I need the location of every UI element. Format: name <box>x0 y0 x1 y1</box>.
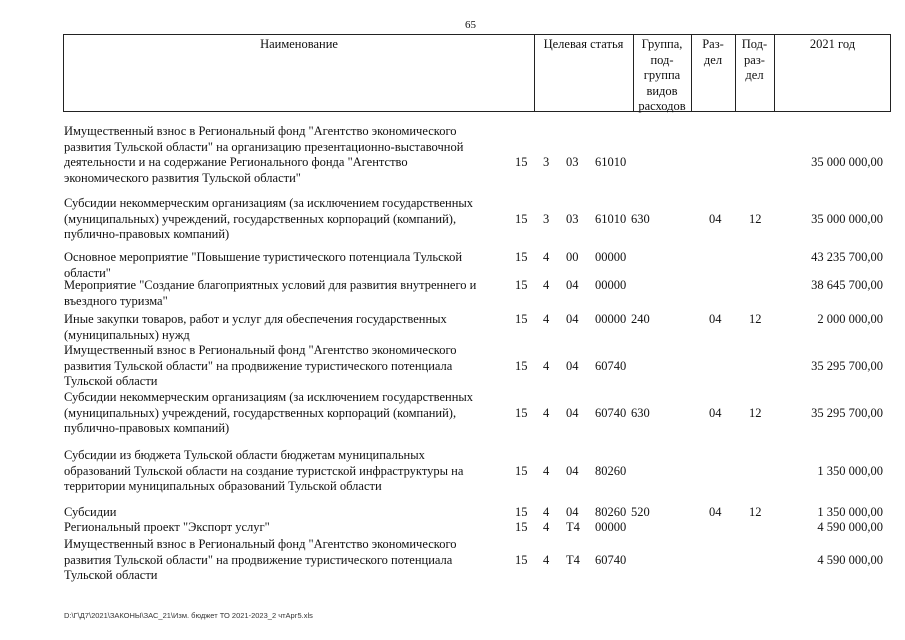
row-name-line: Основное мероприятие "Повышение туристического потенциала Тульской <box>64 250 463 264</box>
section-code: 04 <box>709 405 722 420</box>
code-program: 15 <box>515 552 528 567</box>
code-subprogram: 4 <box>543 278 550 292</box>
code-direction: 00000 <box>595 312 627 326</box>
code-program: 15 <box>515 278 528 292</box>
amount-2021: 43 235 700,00 <box>811 250 883 264</box>
code-event: 04 <box>566 358 579 373</box>
code-subprogram: 4 <box>543 312 550 326</box>
row-name-line: (муниципальных) учреждений, государственных корпораций (компаний), <box>64 405 457 420</box>
row-name <box>64 196 496 243</box>
code-event: 04 <box>566 312 579 326</box>
code-direction: 00000 <box>595 278 627 292</box>
expense-group: 630 <box>631 211 650 226</box>
row-name-line: развития Тульской области" на продвижение туристического потенциала <box>64 552 453 567</box>
header-year: 2021 год <box>809 37 856 51</box>
row-name-line: Тульской области <box>64 374 158 388</box>
amount-2021: 38 645 700,00 <box>811 278 883 292</box>
section-code: 04 <box>709 505 722 519</box>
header-target-article: Целевая статья <box>543 37 624 51</box>
code-subprogram: 3 <box>543 211 550 226</box>
row-name <box>64 448 496 495</box>
code-subprogram: 4 <box>543 463 550 478</box>
row-name <box>64 312 496 343</box>
row-name-line: Субсидии из бюджета Тульской области бюджетам муниципальных <box>64 448 425 462</box>
row-name <box>64 505 496 521</box>
code-direction: 80260 <box>595 505 627 519</box>
row-name-line: деятельности и на содержание Регионального фонда "Агентство <box>64 155 408 169</box>
subsection-code: 12 <box>749 505 762 519</box>
amount-2021: 2 000 000,00 <box>817 312 883 326</box>
row-name-line: Субсидии <box>64 505 117 519</box>
code-subprogram: 4 <box>543 552 550 567</box>
row-name-line: (муниципальных) учреждений, государственных корпораций (компаний), <box>64 211 457 226</box>
code-subprogram: 4 <box>543 520 550 534</box>
amount-2021: 35 295 700,00 <box>811 358 883 373</box>
row-name-line: публично-правовых компаний) <box>64 227 230 241</box>
row-name-line: экономического развития Тульской области" <box>64 170 301 185</box>
row-name-line: Субсидии некоммерческим организациям (за исключением государственных <box>64 196 474 210</box>
amount-2021: 1 350 000,00 <box>817 505 883 519</box>
header-name: Наименование <box>260 37 338 51</box>
code-program: 15 <box>515 463 528 478</box>
code-event: T4 <box>566 520 580 534</box>
row-name <box>64 250 496 281</box>
row-name-line: Иные закупки товаров, работ и услуг для обеспечения государственных <box>64 312 447 326</box>
row-name-line: Региональный проект "Экспорт услуг" <box>64 520 270 534</box>
code-event: 03 <box>566 211 579 226</box>
row-name-line: развития Тульской области" на продвижение туристического потенциала <box>64 358 453 373</box>
code-event: 04 <box>566 463 579 478</box>
page-number: 65 <box>465 19 476 31</box>
amount-2021: 4 590 000,00 <box>817 552 883 567</box>
section-code: 04 <box>709 211 722 226</box>
code-program: 15 <box>515 405 528 420</box>
expense-group: 240 <box>631 312 650 326</box>
row-name-line: образований Тульской области на создание туристской инфраструктуры на <box>64 463 464 478</box>
amount-2021: 4 590 000,00 <box>817 520 883 534</box>
row-name-line: Имущественный взнос в Региональный фонд "Агентство экономического <box>64 537 457 551</box>
code-program: 15 <box>515 358 528 373</box>
subsection-code: 12 <box>749 312 762 326</box>
table-header <box>63 34 891 112</box>
subsection-code: 12 <box>749 405 762 420</box>
row-name <box>64 520 496 536</box>
code-program: 15 <box>515 211 528 226</box>
code-event: 04 <box>566 278 579 292</box>
code-direction: 00000 <box>595 250 627 264</box>
subsection-code: 12 <box>749 211 762 226</box>
row-name-line: Имущественный взнос в Региональный фонд "Агентство экономического <box>64 343 457 357</box>
amount-2021: 1 350 000,00 <box>817 463 883 478</box>
row-name-line: (муниципальных) нужд <box>64 327 190 342</box>
expense-group: 630 <box>631 405 650 420</box>
code-direction: 60740 <box>595 552 627 567</box>
code-program: 15 <box>515 505 528 519</box>
code-direction: 60740 <box>595 358 627 373</box>
row-name <box>64 537 496 584</box>
code-event: 04 <box>566 505 579 519</box>
code-subprogram: 4 <box>543 505 550 519</box>
row-name-line: развития Тульской области" на организацию презентационно-выставочной <box>64 139 464 154</box>
code-direction: 61010 <box>595 155 627 169</box>
code-direction: 61010 <box>595 211 627 226</box>
code-event: 04 <box>566 405 579 420</box>
row-name <box>64 343 496 390</box>
code-event: T4 <box>566 552 580 567</box>
expense-group: 520 <box>631 505 650 519</box>
code-direction: 80260 <box>595 463 627 478</box>
code-direction: 00000 <box>595 520 627 534</box>
code-subprogram: 4 <box>543 405 550 420</box>
row-name-line: территории муниципальных образований Тульской области <box>64 479 382 493</box>
code-direction: 60740 <box>595 405 627 420</box>
row-name <box>64 390 496 437</box>
row-name-line: публично-правовых компаний) <box>64 421 230 435</box>
row-name-line: Мероприятие "Создание благоприятных условий для развития внутреннего и <box>64 278 477 292</box>
row-name <box>64 124 496 186</box>
code-event: 00 <box>566 250 579 264</box>
row-name-line: въездного туризма" <box>64 293 168 308</box>
header-expense-group: Группа, под- группа видов расходов <box>638 37 686 113</box>
code-program: 15 <box>515 155 528 169</box>
header-section: Раз- дел <box>702 37 724 67</box>
code-event: 03 <box>566 155 579 169</box>
header-subsection: Под- раз- дел <box>741 37 768 82</box>
row-name <box>64 278 496 309</box>
code-subprogram: 3 <box>543 155 550 169</box>
amount-2021: 35 000 000,00 <box>811 155 883 169</box>
row-name-line: Имущественный взнос в Региональный фонд "Агентство экономического <box>64 124 457 138</box>
row-name-line: Субсидии некоммерческим организациям (за исключением государственных <box>64 390 474 404</box>
file-path-footer: D:\Г\Д7\2021\ЗАКОНЫ\ЗАС_21\Изм. бюджет ТО 2021-2023_2 чтАрг5.xls <box>64 611 313 620</box>
row-name-line: Тульской области <box>64 568 158 582</box>
amount-2021: 35 295 700,00 <box>811 405 883 420</box>
code-subprogram: 4 <box>543 250 550 264</box>
code-program: 15 <box>515 312 528 326</box>
amount-2021: 35 000 000,00 <box>811 211 883 226</box>
code-program: 15 <box>515 250 528 264</box>
code-subprogram: 4 <box>543 358 550 373</box>
section-code: 04 <box>709 312 722 326</box>
row-name-line: области" <box>64 265 111 280</box>
code-program: 15 <box>515 520 528 534</box>
